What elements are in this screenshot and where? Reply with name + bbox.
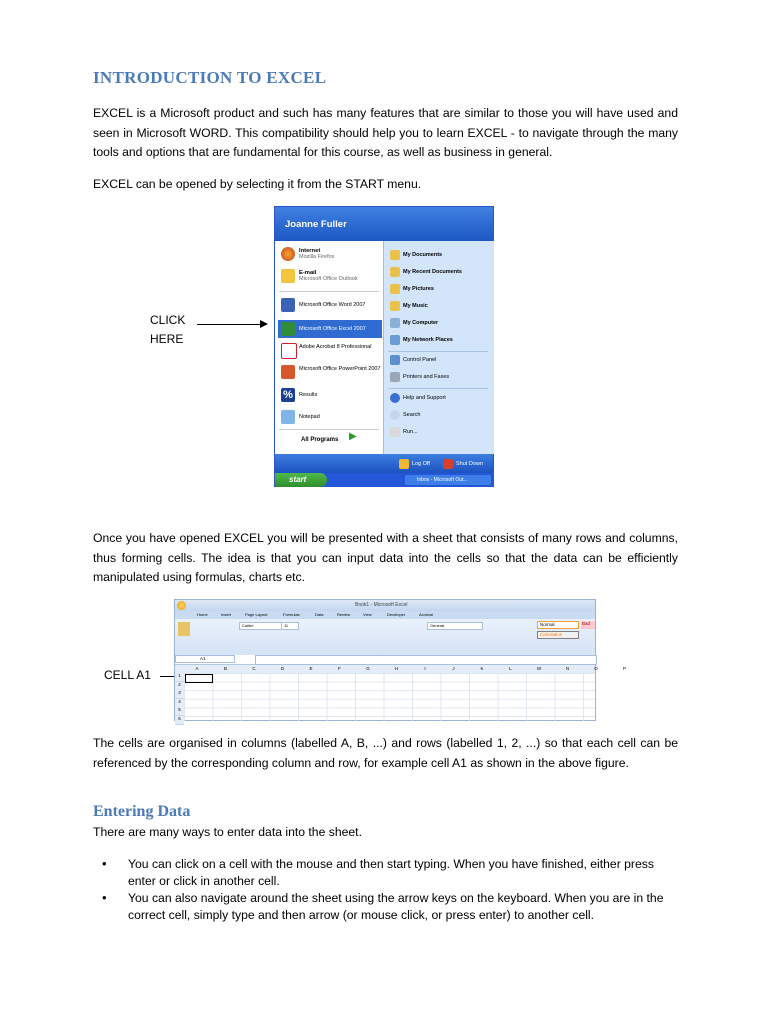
network-icon [390, 335, 400, 345]
search-icon [390, 410, 400, 420]
excel-ribbon [175, 619, 595, 656]
percent-icon: % [281, 388, 295, 402]
ribbon-tabs [175, 611, 595, 619]
cell-grid[interactable] [184, 673, 595, 721]
column-header[interactable]: C [252, 666, 256, 671]
excel-icon [281, 322, 295, 336]
entering-intro: There are many ways to enter data into the sheet. [93, 825, 362, 839]
row-header[interactable]: 3 [175, 690, 184, 699]
help-icon [390, 393, 400, 403]
firefox-icon [281, 247, 295, 261]
tab-review[interactable]: Review [337, 612, 351, 617]
column-header[interactable]: H [394, 666, 399, 671]
page-title: INTRODUCTION TO EXCEL [93, 68, 327, 87]
column-header[interactable]: A [195, 666, 199, 671]
style-calculation[interactable]: Calculation [537, 631, 579, 639]
run-icon [390, 427, 400, 437]
tab-developer[interactable]: Developer [387, 612, 406, 617]
font-size-select[interactable]: 11 [281, 622, 299, 630]
row-header[interactable]: 4 [175, 699, 184, 708]
excel-screenshot [174, 599, 626, 721]
excel-window-title: Book1 - Microsoft Excel [355, 602, 408, 608]
computer-icon [390, 318, 400, 328]
tab-insert[interactable]: Insert [221, 612, 232, 617]
column-header[interactable]: F [338, 666, 341, 671]
start-button[interactable]: start [275, 473, 327, 487]
start-menu-left-pane: Internet Mozilla Firefox E-mail Microsoft Office Outlook Microsoft Office Word 2007 Microsoft Office Excel 2007 Adobe Acrobat 8 Professional Microsoft Office PowerPoint 2007 % Results Notepad All Programs ▶ [275, 241, 383, 454]
start-menu-right-pane: My Documents My Recent Documents My Pictures My Music My Computer My Network Places Control Panel Printers and Faxes Help and Support Search Run... [383, 241, 494, 454]
column-header[interactable]: D [280, 666, 285, 671]
cell-a1[interactable] [185, 674, 213, 683]
acrobat-icon [281, 343, 297, 359]
name-box[interactable]: A1 [175, 655, 235, 663]
click-label [150, 311, 185, 349]
start-menu-footer [275, 454, 493, 473]
column-header[interactable]: L [509, 666, 512, 671]
taskbar-item-inbox[interactable]: Inbox - Microsoft Out... [405, 475, 491, 485]
column-header[interactable]: K [480, 666, 484, 671]
font-name-select[interactable]: Calibri [239, 622, 283, 630]
log-off-icon [399, 459, 409, 469]
recent-folder-icon [390, 267, 400, 277]
excel-title-bar [175, 600, 595, 611]
row-header[interactable]: 5 [175, 707, 184, 716]
column-header[interactable]: M [537, 666, 541, 671]
all-programs-button[interactable]: All Programs ▶ [301, 431, 357, 443]
tab-view[interactable]: View [363, 612, 372, 617]
click-arrow-line [197, 324, 261, 325]
printer-icon [390, 372, 400, 382]
notepad-icon [281, 410, 295, 424]
style-normal[interactable]: Normal [537, 621, 579, 629]
open-paragraph: EXCEL can be opened by selecting it from the START menu. [93, 177, 422, 191]
row-header[interactable]: 1 [175, 673, 184, 682]
list-item: • You can also navigate around the sheet using the arrow keys on the keyboard. When you are in the correct cell, simply type and then arrow (or mouse click, or press enter) to another cell. [93, 890, 678, 923]
outlook-icon [281, 269, 295, 283]
green-arrow-icon: ▶ [349, 431, 357, 442]
column-header[interactable]: B [223, 666, 227, 671]
formula-input[interactable] [255, 655, 597, 665]
log-off-button[interactable]: Log Off [412, 461, 430, 467]
tab-page-layout[interactable]: Page Layout [245, 612, 268, 617]
formula-bar [175, 655, 595, 665]
tab-home[interactable]: Home [197, 612, 208, 617]
column-header[interactable]: N [565, 666, 570, 671]
word-icon [281, 298, 295, 312]
number-format-select[interactable]: General [427, 622, 483, 630]
shut-down-icon [443, 459, 453, 469]
entering-data-heading: Entering Data [93, 803, 191, 820]
tab-acrobat[interactable]: Acrobat [419, 612, 433, 617]
taskbar [275, 473, 493, 487]
list-item: • You can click on a cell with the mouse and then start typing. When you have finished, either press enter or click in another cell. [93, 856, 678, 889]
bullet-list [93, 856, 678, 924]
row-header[interactable]: 2 [175, 682, 184, 691]
pictures-icon [390, 284, 400, 294]
tab-formulas[interactable]: Formulas [283, 612, 300, 617]
column-header[interactable]: G [366, 666, 370, 671]
click-label-line1: CLICK [150, 313, 186, 327]
shut-down-button[interactable]: Shut Down [456, 461, 483, 467]
music-icon [390, 301, 400, 311]
user-name: Joanne Fuller [285, 219, 347, 230]
row-header[interactable]: 6 [175, 716, 184, 725]
click-arrow-head [260, 320, 268, 328]
control-panel-icon [390, 355, 400, 365]
style-bad[interactable]: Bad [581, 621, 595, 629]
powerpoint-icon [281, 365, 295, 379]
column-header[interactable]: I [424, 666, 426, 671]
intro-paragraph: EXCEL is a Microsoft product and such has many features that are similar to those you will have used and seen in Microsoft WORD. This compatibility should help you to learn EXCEL - to navigate through the many tools and options that are fundamental for this course, as well as business in general. [93, 106, 678, 159]
paste-icon[interactable] [178, 622, 190, 636]
tab-data[interactable]: Data [315, 612, 324, 617]
cell-a1-label: CELL A1 [104, 668, 151, 682]
menu-item-excel[interactable]: Microsoft Office Excel 2007 [278, 320, 382, 338]
column-header[interactable]: E [309, 666, 313, 671]
start-menu-screenshot [274, 206, 494, 487]
cells-paragraph: The cells are organised in columns (labelled A, B, ...) and rows (labelled 1, 2, ...) so that each cell can be referenced by the corresponding column and row, for example cell A1 as shown in the above figure. [93, 736, 678, 770]
click-label-line2: HERE [150, 332, 184, 346]
column-header[interactable]: O [594, 666, 598, 671]
folder-icon [390, 250, 400, 260]
start-menu-header [275, 207, 493, 241]
column-header[interactable]: P [622, 666, 626, 671]
column-header[interactable]: J [452, 666, 455, 671]
office-button-icon[interactable] [177, 601, 186, 610]
sheet-paragraph: Once you have opened EXCEL you will be presented with a sheet that consists of many rows and columns, thus forming cells. The idea is that you can input data into the cells so that the data can be efficiently manipulated using formulas, charts etc. [93, 531, 678, 584]
